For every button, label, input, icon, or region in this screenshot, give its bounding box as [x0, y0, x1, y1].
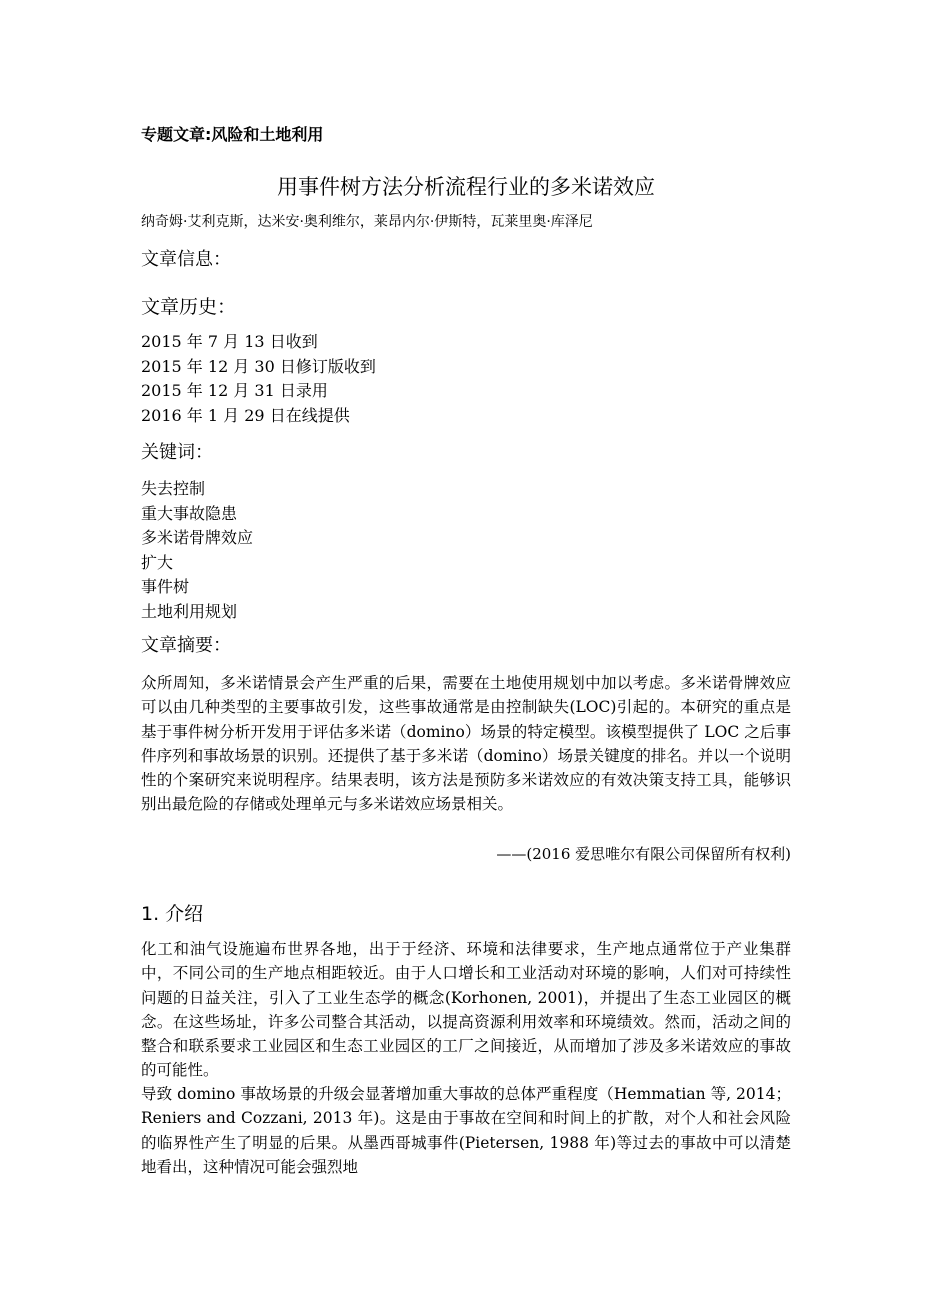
article-history-heading: 文章历史： — [141, 296, 237, 318]
history-item-revised: 2015 年 12 月 30 日修订版收到 — [141, 356, 376, 376]
article-info-heading: 文章信息： — [141, 249, 231, 270]
history-item-accepted: 2015 年 12 月 31 日录用 — [141, 381, 328, 400]
paper-title: 用事件树方法分析流程行业的多米诺效应 — [277, 175, 655, 199]
keyword-item: 多米诺骨牌效应 — [141, 528, 254, 547]
history-item-online: 2016 年 1 月 29 日在线提供 — [141, 405, 350, 425]
article-history-list — [141, 330, 376, 428]
keyword-item: 扩大 — [141, 552, 174, 572]
intro-paragraph: 导致 domino 事故场景的升级会显著增加重大事故的总体严重程度（Hemmatian 等, 2014；Reniers and Cozzani, 2013 年)。这是由于事故在空间和时间上的扩散，对个人和社会风险的临界性产生了明显的后果。从墨西哥城事件(Pietersen, 1988 年)等过去的事故中可以清楚地看出，这种情况可能会强烈地 — [141, 1085, 791, 1176]
keyword-item: 事件树 — [141, 577, 190, 596]
abstract-text: 众所周知，多米诺情景会产生严重的后果，需要在土地使用规划中加以考虑。多米诺骨牌效应可以由几种类型的主要事故引发，这些事故通常是由控制缺失(LOC)引起的。本研究的重点是基于事件树分析开发用于评估多米诺（domino）场景的特定模型。该模型提供了 LOC 之后事件序列和事故场景的识别。还提供了基于多米诺（domino）场景关键度的排名。并以一个说明性的个案研究来说明程序。结果表明，该方法是预防多米诺效应的有效决策支持工具，能够识别出最危险的存储或处理单元与多米诺效应场景相关。 — [141, 674, 791, 814]
history-item-received: 2015 年 7 月 13 日收到 — [141, 332, 318, 351]
author-list: 纳奇姆·艾利克斯，达米安·奥利维尔，莱昂内尔·伊斯特，瓦莱里奥·库泽尼 — [141, 214, 593, 230]
keywords-heading: 关键词： — [141, 442, 213, 463]
intro-paragraph: 化工和油气设施遍布世界各地，出于于经济、环境和法律要求，生产地点通常位于产业集群中，不同公司的生产地点相距较近。由于人口增长和工业活动对环境的影响，人们对可持续性问题的日益关注，引入了工业生态学的概念(Korhonen, 2001)，并提出了生态工业园区的概念。在这些场址，许多公司整合其活动，以提高资源利用效率和环境绩效。然而，活动之间的整合和联系要求工业园区和生态工业园区的工厂之间接近，从而增加了涉及多米诺效应的事故的可能性。 — [141, 940, 791, 1080]
copyright-notice: ——(2016 爱思唯尔有限公司保留所有权利) — [496, 845, 791, 863]
keyword-item: 土地利用规划 — [141, 601, 238, 621]
keyword-list — [141, 477, 253, 624]
keyword-item: 失去控制 — [141, 479, 206, 498]
keyword-item: 重大事故隐患 — [141, 503, 238, 523]
intro-heading: 1. 介绍 — [141, 903, 204, 925]
section-label: 专题文章:风险和土地利用 — [141, 125, 324, 144]
abstract-heading: 文章摘要： — [141, 635, 231, 656]
